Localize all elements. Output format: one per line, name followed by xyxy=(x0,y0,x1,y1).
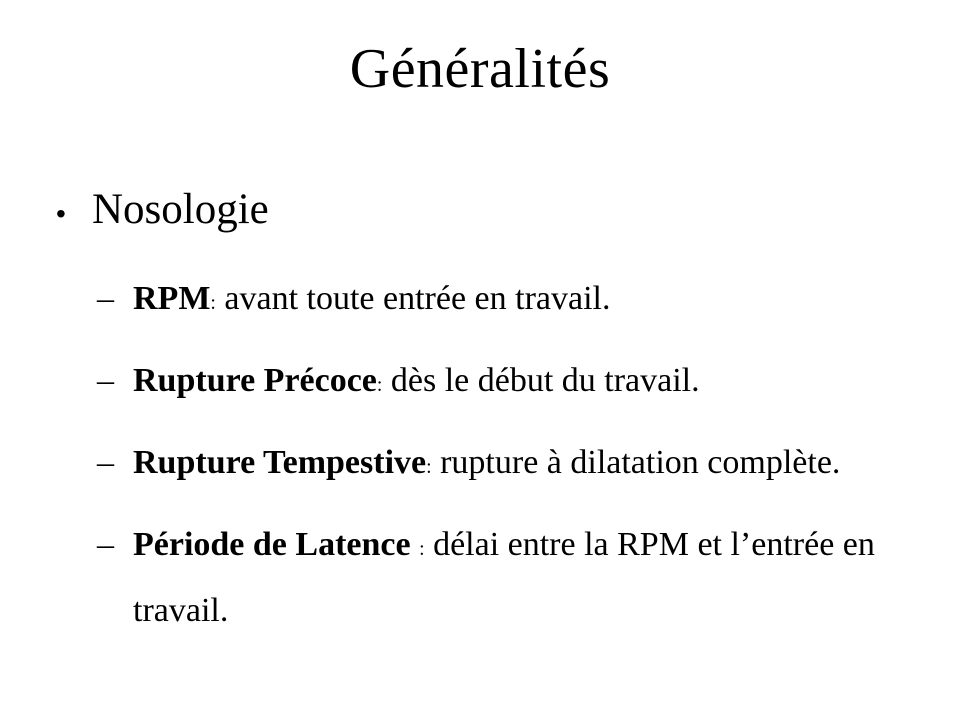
slide-body xyxy=(56,184,924,642)
definition-text: délai entre la RPM et l’entrée en travail. xyxy=(133,526,875,629)
term-label: RPM xyxy=(133,280,211,317)
definition-text: avant toute entrée en travail. xyxy=(215,280,611,317)
bullet-dot-icon: • xyxy=(56,198,66,229)
definition-text: rupture à dilatation complète. xyxy=(431,444,841,481)
dash-marker-icon: – xyxy=(97,444,114,481)
colon-separator: : xyxy=(426,456,432,478)
sub-bullet-text xyxy=(133,432,840,498)
sub-bullet-text xyxy=(133,514,913,642)
sub-bullet-item-rupture-precoce xyxy=(97,350,924,416)
sub-bullet-list xyxy=(56,268,924,642)
dash-marker-icon: – xyxy=(97,280,114,317)
sub-bullet-text xyxy=(133,350,700,416)
dash-marker-icon: – xyxy=(97,362,114,399)
sub-bullet-item-rupture-tempestive xyxy=(97,432,924,498)
bullet-label: Nosologie xyxy=(92,186,269,233)
definition-text: dès le début du travail. xyxy=(382,362,700,399)
colon-separator: : xyxy=(210,292,216,314)
sub-bullet-item-rpm xyxy=(97,268,924,334)
term-label: Période de Latence xyxy=(133,526,420,563)
sub-bullet-item-periode-de-latence xyxy=(97,514,924,642)
slide-title: Généralités xyxy=(349,38,611,100)
sub-bullet-text xyxy=(133,268,611,334)
colon-separator: : xyxy=(419,538,425,560)
term-label: Rupture Précoce xyxy=(133,362,377,399)
term-label: Rupture Tempestive xyxy=(133,444,427,481)
dash-marker-icon: – xyxy=(97,526,114,563)
bullet-item-nosologie xyxy=(56,184,924,240)
colon-separator: : xyxy=(376,374,383,396)
